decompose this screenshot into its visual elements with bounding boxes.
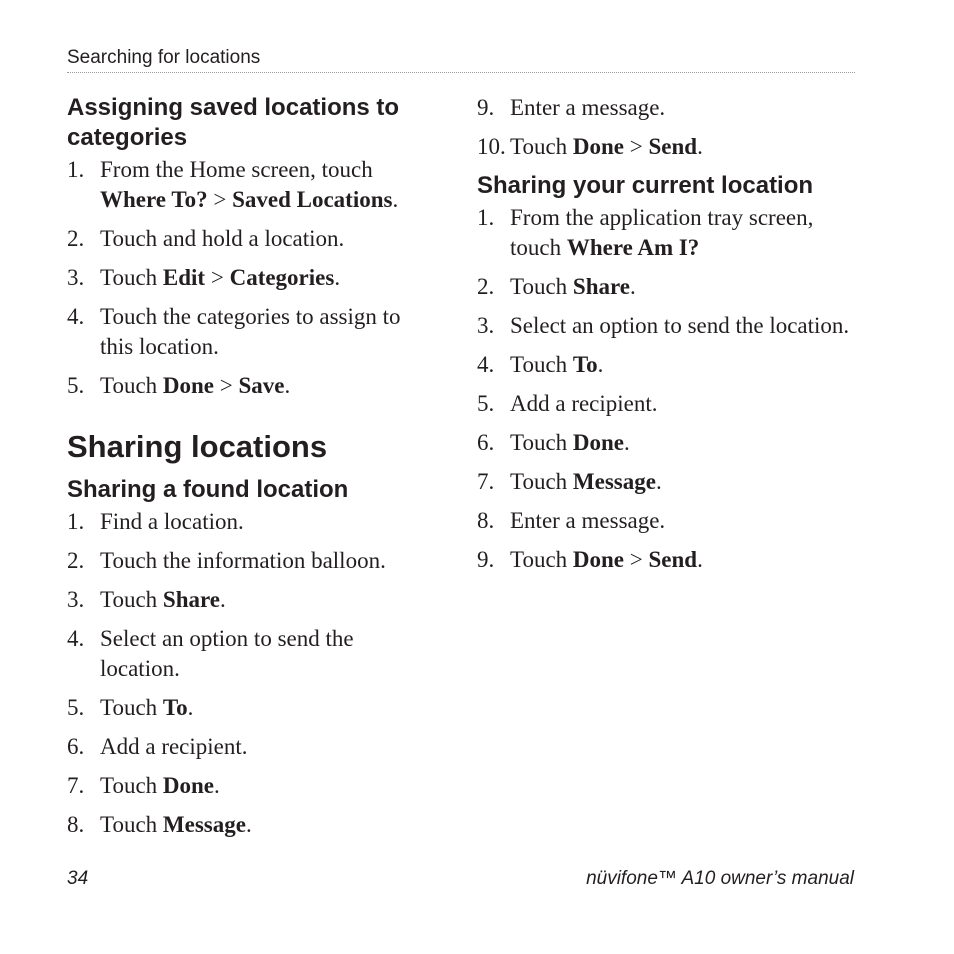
step-number: 5. (67, 695, 85, 720)
step-text: Enter a message. (510, 508, 666, 533)
step-number: 4. (67, 304, 85, 329)
step-text: Touch (510, 352, 573, 377)
step-text: Touch (100, 695, 163, 720)
step-text: . (624, 430, 630, 455)
step-text: Touch (100, 373, 163, 398)
list-item (67, 624, 427, 684)
list-item (477, 350, 857, 380)
ui-term: Message (162, 812, 246, 837)
ui-term: Message (572, 469, 656, 494)
step-text: . (655, 469, 662, 494)
step-text: Touch (510, 134, 573, 159)
step-text: Select an option to send the location. (510, 313, 850, 338)
list-item (67, 546, 427, 576)
ui-term: Done (572, 134, 625, 159)
manual-title: nüvifone™ A10 owner’s manual (586, 868, 854, 889)
list-item (67, 263, 427, 293)
step-number: 2. (67, 226, 85, 251)
header-divider (67, 72, 855, 73)
step-text: > (205, 265, 230, 290)
list-item (67, 693, 427, 723)
step-text: Touch (100, 265, 163, 290)
list-item (477, 272, 857, 302)
ui-term: Send (648, 547, 698, 572)
step-text: Add a recipient. (100, 734, 248, 759)
step-text: Touch (510, 274, 573, 299)
running-header: Searching for locations (67, 47, 261, 68)
step-text: Touch the information balloon. (100, 548, 386, 573)
left-column (67, 93, 427, 849)
step-number: 8. (477, 508, 495, 533)
ui-term: Edit (162, 265, 206, 290)
ui-term: Done (572, 430, 625, 455)
ui-term: Categories (229, 265, 335, 290)
list-item (67, 585, 427, 615)
step-text: Touch (510, 547, 573, 572)
ui-term: Done (572, 547, 625, 572)
step-text: > (214, 373, 239, 398)
list-item (477, 93, 857, 123)
step-text: Touch and hold a location. (100, 226, 345, 251)
list-item (67, 810, 427, 840)
step-text: Touch (510, 469, 573, 494)
list-item (67, 771, 427, 801)
assign-heading: Assigning saved locations to categories (67, 94, 400, 151)
step-text: Touch the categories to assign to this location. (100, 304, 401, 359)
list-item (477, 467, 857, 497)
step-text: Touch (100, 587, 163, 612)
list-item (477, 545, 857, 575)
ui-term: Done (162, 373, 215, 398)
ui-term: Share (162, 587, 220, 612)
step-text: . (284, 373, 291, 398)
step-text: . (245, 812, 252, 837)
step-text: > (207, 187, 233, 212)
step-number: 7. (477, 469, 495, 494)
list-item (477, 311, 857, 341)
step-number: 4. (477, 352, 495, 377)
step-number: 9. (477, 547, 495, 572)
step-text: . (597, 352, 604, 377)
step-text: > (624, 134, 649, 159)
ui-term: To (572, 352, 598, 377)
step-number: 3. (67, 265, 85, 290)
list-item (67, 732, 427, 762)
ui-term: Where Am I? (566, 235, 700, 260)
ui-term: Send (648, 134, 698, 159)
step-text: From the Home screen, touch (100, 157, 373, 182)
step-text: Add a recipient. (510, 391, 658, 416)
right-column (477, 93, 857, 584)
found-steps-list-continued (477, 93, 857, 162)
step-text: . (334, 265, 341, 290)
list-item (67, 224, 427, 254)
ui-term: Where To? (100, 187, 208, 212)
step-number: 1. (67, 509, 85, 534)
step-text: . (392, 187, 399, 212)
step-number: 10. (477, 134, 506, 159)
step-number: 3. (477, 313, 495, 338)
step-number: 9. (477, 95, 495, 120)
step-text: Touch (100, 773, 163, 798)
step-number: 5. (67, 373, 85, 398)
list-item (477, 428, 857, 458)
step-text: Touch (510, 430, 573, 455)
step-text: Find a location. (100, 509, 244, 534)
step-text: . (697, 547, 703, 572)
step-number: 7. (67, 773, 85, 798)
ui-term: Saved Locations (232, 187, 393, 212)
ui-term: Done (162, 773, 215, 798)
sharing-locations-title: Sharing locations (67, 429, 328, 464)
list-item (477, 132, 857, 162)
ui-term: Share (572, 274, 630, 299)
step-number: 1. (67, 157, 85, 182)
step-text: Select an option to send the location. (100, 626, 354, 681)
step-number: 4. (67, 626, 85, 651)
step-number: 1. (477, 205, 495, 230)
list-item (67, 507, 427, 537)
step-number: 6. (477, 430, 495, 455)
step-number: 2. (477, 274, 495, 299)
step-text: From the application tray screen, touch (510, 205, 814, 260)
list-item (67, 371, 427, 401)
step-text: . (220, 587, 226, 612)
step-text: . (697, 134, 703, 159)
step-number: 8. (67, 812, 85, 837)
step-number: 5. (477, 391, 495, 416)
step-text: Touch (100, 812, 163, 837)
assign-steps-list (67, 155, 427, 401)
page-number: 34 (67, 868, 89, 889)
step-text: . (214, 773, 220, 798)
step-number: 3. (67, 587, 85, 612)
step-number: 2. (67, 548, 85, 573)
list-item (67, 302, 427, 362)
ui-term: Save (238, 373, 285, 398)
step-number: 6. (67, 734, 85, 759)
list-item (477, 203, 857, 263)
step-text: > (624, 547, 649, 572)
step-text: . (187, 695, 194, 720)
found-steps-list (67, 507, 427, 840)
step-text: Enter a message. (510, 95, 666, 120)
current-steps-list (477, 203, 857, 575)
found-location-heading: Sharing a found location (67, 476, 349, 503)
list-item (477, 506, 857, 536)
step-text: . (630, 274, 636, 299)
list-item (67, 155, 427, 215)
current-location-heading: Sharing your current location (477, 172, 814, 199)
list-item (477, 389, 857, 419)
ui-term: To (162, 695, 188, 720)
